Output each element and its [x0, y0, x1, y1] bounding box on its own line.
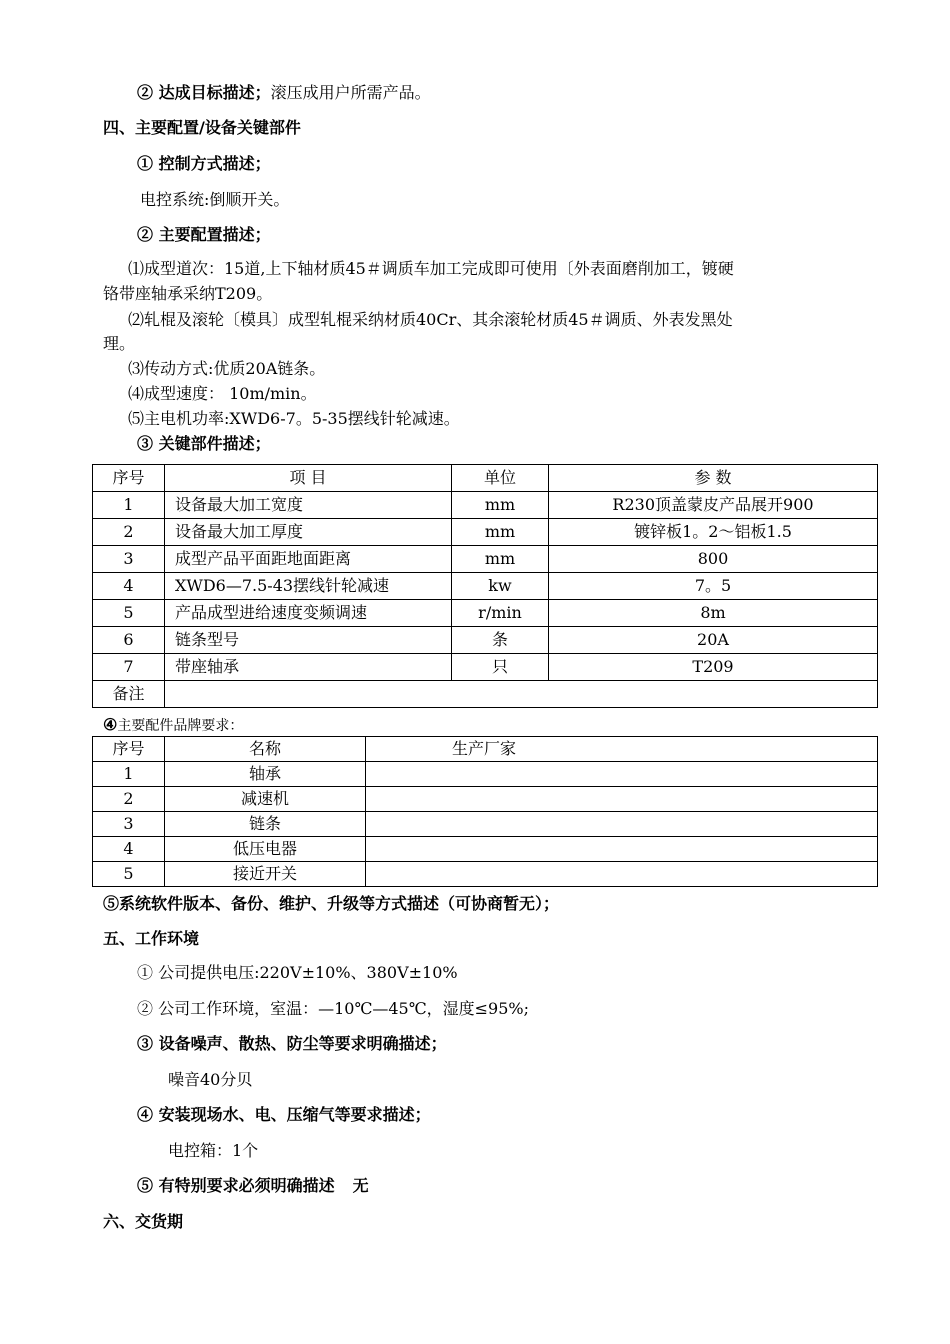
- header-cell: 生产厂家: [366, 737, 878, 762]
- table-cell: 接近开关: [165, 862, 366, 887]
- config-item-1-cont: 铬带座轴承采纳T209。: [103, 284, 273, 303]
- table-cell: 镀锌板1。2～铝板1.5: [549, 519, 878, 546]
- config-heading: ② 主要配置描述；: [137, 225, 271, 244]
- table-cell: 减速机: [165, 787, 366, 812]
- section-4-heading: 四、主要配置/设备关键部件: [103, 118, 301, 137]
- table-cell: 2: [93, 787, 165, 812]
- env-item-5-label: ⑤ 有特别要求必须明确描述: [137, 1176, 335, 1195]
- table-cell: R230顶盖蒙皮产品展开900: [549, 492, 878, 519]
- table-cell: 7: [93, 654, 165, 681]
- table-row: [93, 762, 878, 787]
- table-cell: 设备最大加工宽度: [165, 492, 452, 519]
- config-item-2-cont: 理。: [103, 334, 136, 353]
- table-row: [93, 573, 878, 600]
- section-5-heading: 五、工作环境: [103, 929, 200, 948]
- remark-row: [93, 681, 878, 708]
- software-text: ⑤系统软件版本、备份、维护、升级等方式描述（可协商暂无）；: [103, 894, 560, 913]
- table-row: [93, 492, 878, 519]
- table-cell: [366, 862, 878, 887]
- env-item-1: ① 公司提供电压:220V±10%、380V±10%: [137, 963, 458, 982]
- brand-heading: [103, 715, 243, 736]
- config-item-2: ⑵轧棍及滚轮〔模具〕成型轧棍采纳材质40Cr、其余滚轮材质45＃调质、外表发黑处: [128, 310, 733, 329]
- table-cell: 6: [93, 627, 165, 654]
- table-cell: 800: [549, 546, 878, 573]
- remark-label: 备注: [93, 681, 165, 708]
- table-cell: [366, 762, 878, 787]
- env-item-4: ④ 安装现场水、电、压缩气等要求描述；: [137, 1105, 431, 1124]
- env-item-3-value: 噪音40分贝: [168, 1070, 253, 1089]
- table-cell: r/min: [452, 600, 549, 627]
- table-cell: 5: [93, 600, 165, 627]
- table-cell: 1: [93, 492, 165, 519]
- control-text: 电控系统:倒顺开关。: [140, 190, 290, 209]
- env-item-4-value: 电控箱：1个: [168, 1141, 259, 1160]
- header-cell: 项 目: [165, 465, 452, 492]
- table-row: [93, 600, 878, 627]
- table-cell: [366, 837, 878, 862]
- parts-table: [92, 464, 878, 708]
- table-cell: 只: [452, 654, 549, 681]
- table-cell: 成型产品平面距地面距离: [165, 546, 452, 573]
- table-cell: 链条: [165, 812, 366, 837]
- config-item-3: ⑶传动方式:优质20A链条。: [128, 359, 326, 378]
- table-cell: 链条型号: [165, 627, 452, 654]
- config-item-5: ⑸主电机功率:XWD6-7。5-35摆线针轮减速。: [128, 409, 460, 428]
- control-heading: ① 控制方式描述；: [137, 154, 271, 173]
- table-cell: 1: [93, 762, 165, 787]
- table-cell: 4: [93, 573, 165, 600]
- table-cell: 3: [93, 546, 165, 573]
- table-row: [93, 654, 878, 681]
- table-cell: 2: [93, 519, 165, 546]
- table-cell: 带座轴承: [165, 654, 452, 681]
- table-cell: mm: [452, 546, 549, 573]
- table-row: [93, 627, 878, 654]
- header-cell: 参 数: [549, 465, 878, 492]
- config-item-4: ⑷成型速度： 10m/min。: [128, 384, 317, 403]
- table-cell: 7。5: [549, 573, 878, 600]
- table-cell: 条: [452, 627, 549, 654]
- goal-text: 滚压成用户所需产品。: [270, 83, 431, 102]
- table-cell: [366, 812, 878, 837]
- table-cell: 3: [93, 812, 165, 837]
- env-item-3: ③ 设备噪声、散热、防尘等要求明确描述；: [137, 1034, 447, 1053]
- table-cell: mm: [452, 519, 549, 546]
- table-cell: 低压电器: [165, 837, 366, 862]
- brand-heading-text: 主要配件品牌要求：: [117, 718, 244, 734]
- table-cell: 8m: [549, 600, 878, 627]
- table-cell: 产品成型进给速度变频调速: [165, 600, 452, 627]
- env-item-5: [137, 1176, 369, 1196]
- header-cell: 序号: [93, 737, 165, 762]
- table-row: [93, 812, 878, 837]
- table-row: [93, 862, 878, 887]
- table-cell: kw: [452, 573, 549, 600]
- table-cell: 轴承: [165, 762, 366, 787]
- remark-value: [165, 681, 878, 708]
- goal-label: ② 达成目标描述；: [137, 83, 271, 102]
- table-cell: T209: [549, 654, 878, 681]
- config-item-1: ⑴成型道次：15道,上下轴材质45＃调质车加工完成即可使用〔外表面磨削加工，镀硬: [128, 259, 734, 278]
- brand-heading-number: ④: [103, 715, 118, 734]
- table-cell: [366, 787, 878, 812]
- section-6-heading: 六、交货期: [103, 1212, 184, 1231]
- brand-table: [92, 736, 878, 887]
- table-row: [93, 546, 878, 573]
- table-cell: 4: [93, 837, 165, 862]
- header-cell: 名称: [165, 737, 366, 762]
- table-row: [93, 787, 878, 812]
- goal-line: [137, 83, 431, 103]
- table-header-row: [93, 737, 878, 762]
- table-row: [93, 837, 878, 862]
- table-header-row: [93, 465, 878, 492]
- table-cell: 5: [93, 862, 165, 887]
- env-item-5-value: 无: [352, 1176, 369, 1195]
- header-cell: 单位: [452, 465, 549, 492]
- env-item-2: ② 公司工作环境，室温：—10℃—45℃，湿度≤95%;: [137, 999, 529, 1018]
- table-cell: mm: [452, 492, 549, 519]
- header-cell: 序号: [93, 465, 165, 492]
- table-cell: 设备最大加工厚度: [165, 519, 452, 546]
- table-cell: XWD6—7.5-43摆线针轮减速: [165, 573, 452, 600]
- table-cell: 20A: [549, 627, 878, 654]
- parts-heading: ③ 关键部件描述；: [137, 434, 271, 453]
- table-row: [93, 519, 878, 546]
